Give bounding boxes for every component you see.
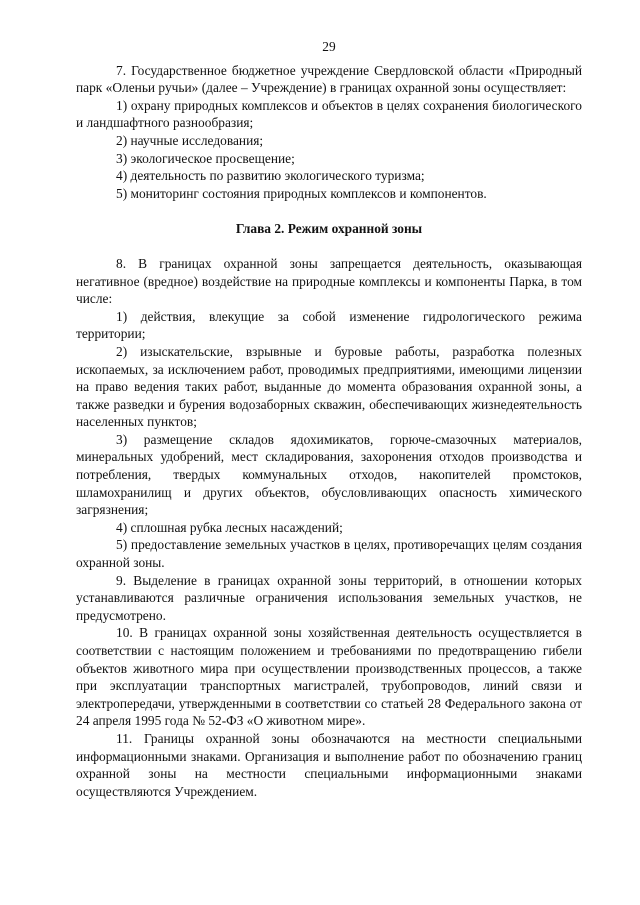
paragraph-7-intro: 7. Государственное бюджетное учреждение Свердловской области «Природный парк «Оленьи ручьи» (далее – Учреждение) в границах охранной зоны осуществляет:	[76, 62, 582, 96]
chapter-heading: Глава 2. Режим охранной зоны	[235, 221, 423, 237]
paragraph-7-item-3: 3) экологическое просвещение;	[116, 150, 295, 166]
paragraph-7-item-2: 2) научные исследования;	[116, 132, 264, 148]
paragraph-9: 9. Выделение в границах охранной зоны территорий, в отношении которых устанавливаются различные ограничения использования земельных участков, не предусмотрено.	[76, 572, 582, 623]
paragraph-8-item-1: 1) действия, влекущие за собой изменение гидрологического режима территории;	[76, 308, 582, 342]
paragraph-11: 11. Границы охранной зоны обозначаются на местности специальными информационными знаками. Организация и выполнение работ по обозначению границ охранной зоны на местности специальными информационными знаками осуществляются Учреждением.	[76, 730, 582, 799]
paragraph-8-intro: 8. В границах охранной зоны запрещается деятельность, оказывающая негативное (вредное) воздействие на природные комплексы и компоненты Парка, в том числе:	[76, 255, 582, 307]
paragraph-7-item-1: 1) охрану природных комплексов и объектов в целях сохранения биологического и ландшафтного разнообразия;	[76, 97, 582, 131]
paragraph-10: 10. В границах охранной зоны хозяйственная деятельность осуществляется в соответствии с настоящим положением и требованиями по предотвращению гибели объектов животного мира при осуществлении производственных процессов, а также при эксплуатации транспортных магистралей, трубопроводов, линий связи и электропередачи, утвержденными в соответствии со статьей 28 Федерального закона от 24 апреля 1995 года № 52-ФЗ «О животном мире».	[76, 625, 582, 729]
paragraph-8-item-2: 2) изыскательские, взрывные и буровые работы, разработка полезных ископаемых, за исключением работ, проводимых предприятиями, имеющими лицензии на право ведения таких работ, выданные до момента образования охранной зоны, а также разведки и бурения водозаборных скважин, обеспечивающих жизнедеятельность населенных пунктов;	[76, 343, 582, 430]
page-number: 29	[322, 39, 336, 54]
paragraph-8-item-3: 3) размещение складов ядохимикатов, горюче-смазочных материалов, минеральных удобрений, мест складирования, захоронения отходов производства и потребления, твердых коммунальных отходов, накопителей промстоков, шламохранилищ и других объектов, обусловливающих опасность химического загрязнения;	[76, 431, 582, 518]
paragraph-8-item-5: 5) предоставление земельных участков в целях, противоречащих целям создания охранной зоны.	[76, 537, 582, 571]
paragraph-7-item-4: 4) деятельность по развитию экологического туризма;	[116, 168, 425, 184]
paragraph-7-item-5: 5) мониторинг состояния природных комплексов и компонентов.	[116, 185, 487, 201]
paragraph-8-item-4: 4) сплошная рубка лесных насаждений;	[116, 519, 343, 535]
